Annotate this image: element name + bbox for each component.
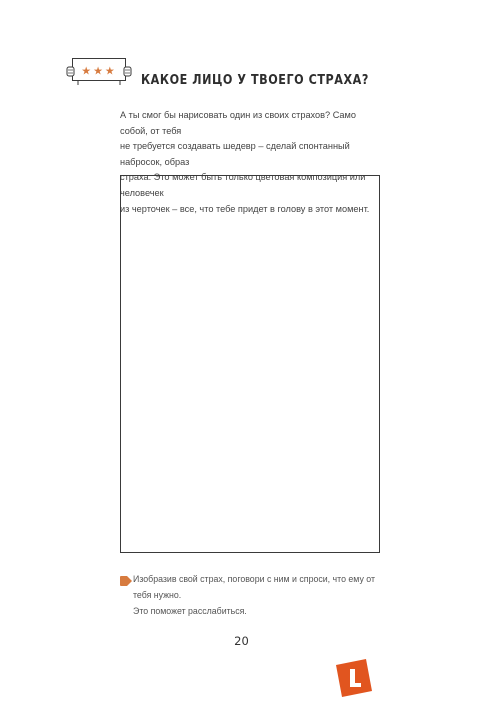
page-number: 20: [234, 634, 249, 648]
tip-line: Это поможет расслабиться.: [133, 606, 247, 616]
intro-line: не требуется создавать шедевр – сделай спонтанный набросок, образ: [120, 141, 350, 167]
intro-line: из черточек – все, что тебе придет в голову в этот момент.: [120, 203, 370, 214]
pointer-arrow-icon: [120, 573, 132, 583]
intro-line: страха. Это может быть только цветовая композиция или человечек: [120, 172, 366, 198]
drawing-frame[interactable]: [120, 175, 380, 553]
litres-logo-icon: [336, 659, 372, 697]
tip-paragraph: [133, 571, 383, 619]
tip-line: Изобразив свой страх, поговори с ним и спроси, что ему от тебя нужно.: [133, 574, 376, 600]
page-title: КАКОЕ ЛИЦО У ТВОЕГО СТРАХА?: [141, 72, 369, 88]
sign-board-icon: [66, 58, 132, 86]
intro-line: А ты смог бы нарисовать один из своих страхов? Само собой, от тебя: [120, 110, 356, 136]
sign-stars: ★★★: [81, 64, 117, 78]
